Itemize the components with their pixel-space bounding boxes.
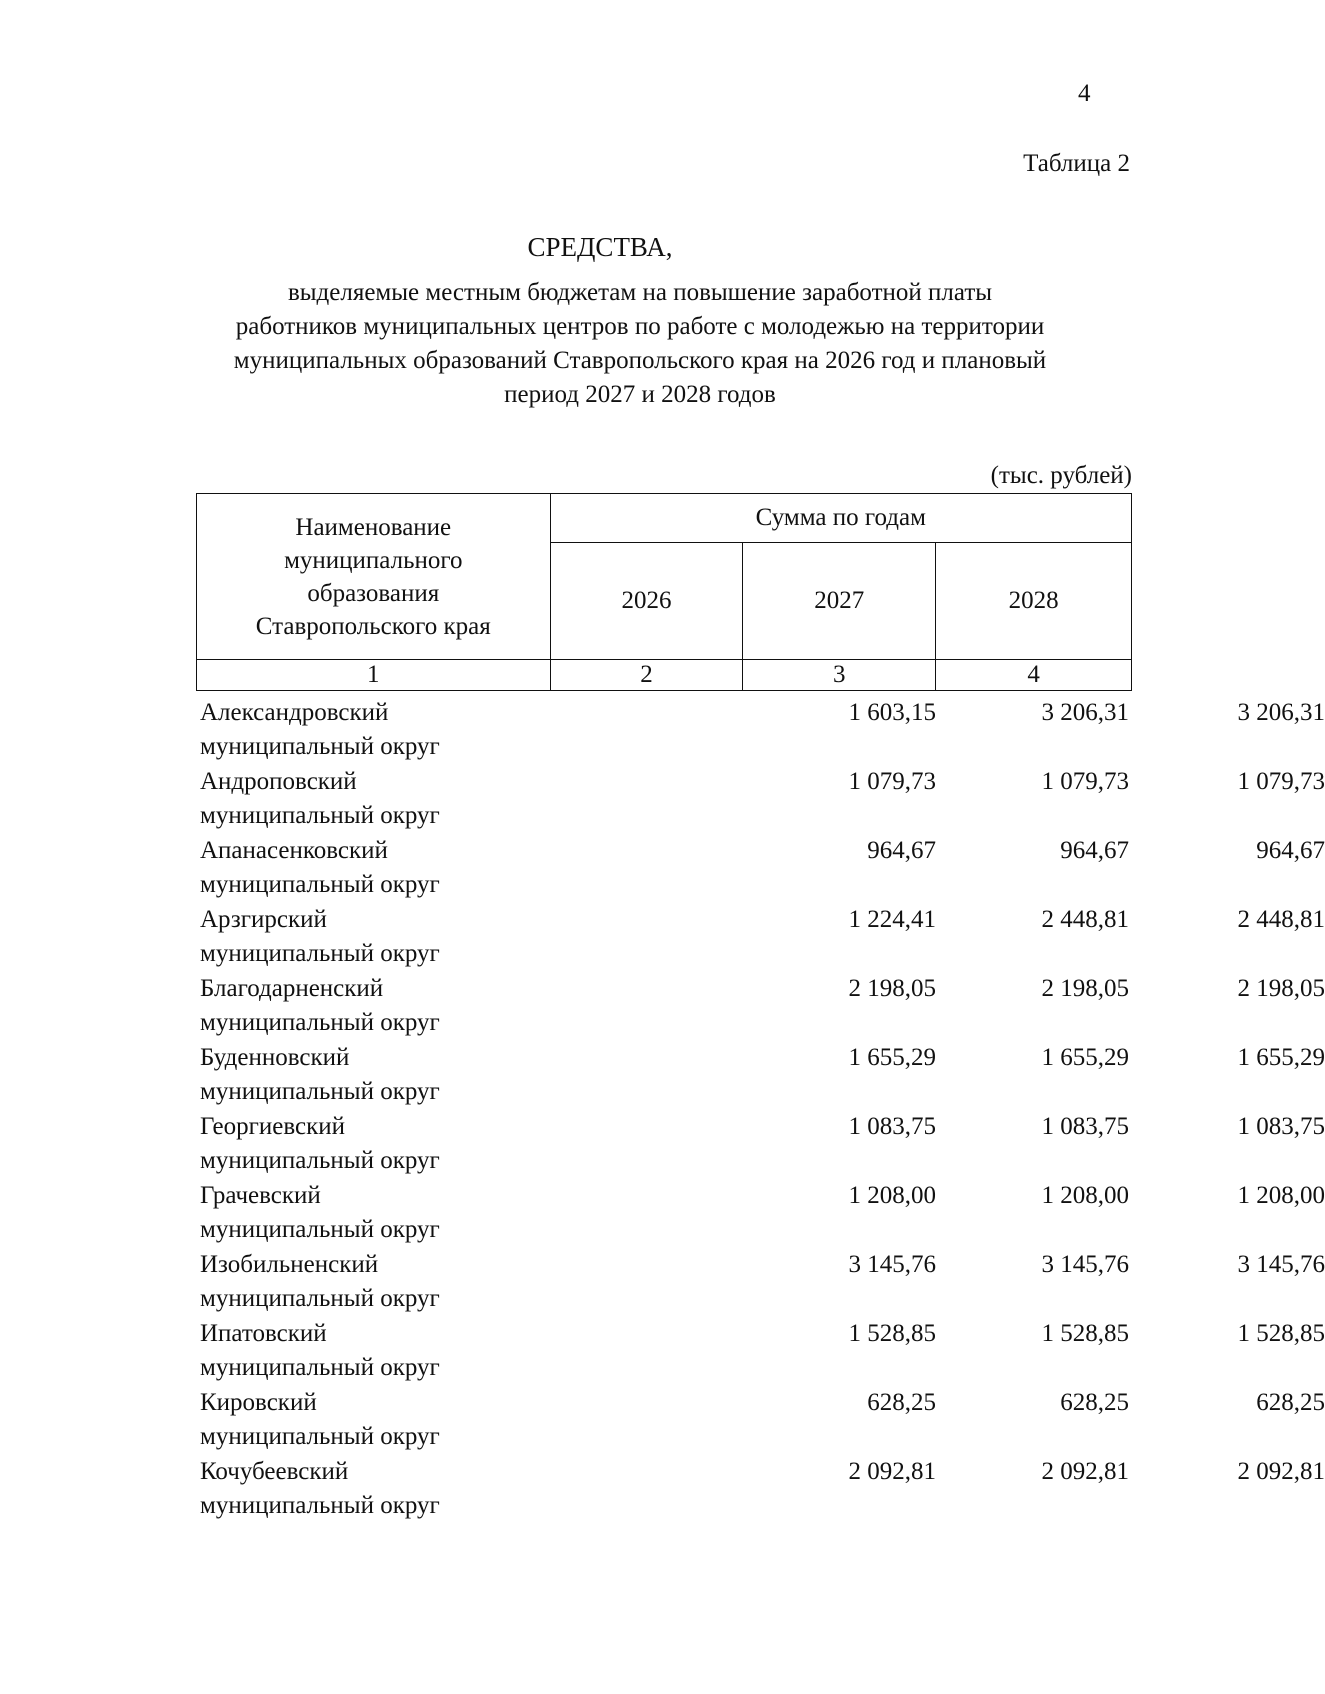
value-2028: 1 079,73 — [1237, 768, 1325, 795]
municipality-type-line: муниципальный округ — [200, 1009, 440, 1036]
municipality-name — [200, 1110, 550, 1178]
table-label: Таблица 2 — [1023, 150, 1130, 177]
municipality-name — [200, 765, 550, 833]
municipality-type-line: муниципальный округ — [200, 1354, 440, 1381]
municipality-name — [200, 834, 550, 902]
sum-by-years-header: Сумма по годам — [550, 494, 1131, 543]
municipality-type-line: муниципальный округ — [200, 871, 440, 898]
year-header-2026: 2026 — [550, 543, 743, 660]
column-number: 3 — [743, 660, 936, 691]
municipality-type-line: муниципальный округ — [200, 1492, 440, 1519]
table-row — [196, 903, 1325, 972]
municipality-name — [200, 696, 550, 764]
value-2026: 628,25 — [867, 1389, 936, 1416]
subtitle-line: период 2027 и 2028 годов — [504, 381, 776, 408]
table-header — [196, 493, 1132, 691]
municipality-name-line: Александровский — [200, 699, 389, 726]
value-2028: 1 655,29 — [1237, 1044, 1325, 1071]
document-title: СРЕДСТВА, — [527, 232, 673, 262]
municipality-name-line: Георгиевский — [200, 1113, 346, 1140]
value-2026: 1 208,00 — [848, 1182, 936, 1209]
name-header-line: муниципального — [284, 546, 463, 574]
municipality-name-line: Андроповский — [200, 768, 357, 795]
municipality-type-line: муниципальный округ — [200, 1285, 440, 1312]
page-number: 4 — [1078, 80, 1091, 107]
table-row — [196, 696, 1325, 765]
subtitle-line: выделяемые местным бюджетам на повышение заработной платы — [287, 279, 993, 306]
column-number: 2 — [550, 660, 743, 691]
column-number: 1 — [197, 660, 551, 691]
table-row — [196, 1041, 1325, 1110]
municipality-name-line: Изобильненский — [200, 1251, 379, 1278]
value-2026: 1 224,41 — [848, 906, 936, 933]
value-2028: 2 092,81 — [1237, 1458, 1325, 1485]
value-2028: 2 198,05 — [1237, 975, 1325, 1002]
value-2026: 1 603,15 — [848, 699, 936, 726]
municipality-name — [200, 972, 550, 1040]
subtitle-line: муниципальных образований Ставропольского края на 2026 год и плановый — [233, 347, 1047, 374]
table-row — [196, 765, 1325, 834]
year-header-2028: 2028 — [936, 543, 1132, 660]
value-2026: 3 145,76 — [848, 1251, 936, 1278]
name-column-header — [197, 494, 551, 660]
value-2026: 1 655,29 — [848, 1044, 936, 1071]
name-header-line: Наименование — [295, 513, 452, 541]
value-2028: 3 206,31 — [1237, 699, 1325, 726]
value-2028: 2 448,81 — [1237, 906, 1325, 933]
value-2028: 628,25 — [1256, 1389, 1325, 1416]
value-2027: 2 198,05 — [1041, 975, 1129, 1002]
value-2028: 1 528,85 — [1237, 1320, 1325, 1347]
value-2027: 628,25 — [1060, 1389, 1129, 1416]
municipality-name — [200, 1041, 550, 1109]
value-2026: 1 079,73 — [848, 768, 936, 795]
municipality-name — [200, 1455, 550, 1523]
table-row — [196, 1317, 1325, 1386]
municipality-type-line: муниципальный округ — [200, 940, 440, 967]
table-row — [196, 1455, 1325, 1524]
value-2026: 2 092,81 — [848, 1458, 936, 1485]
value-2027: 1 528,85 — [1041, 1320, 1129, 1347]
value-2027: 1 655,29 — [1041, 1044, 1129, 1071]
table-row — [196, 1248, 1325, 1317]
value-2026: 1 528,85 — [848, 1320, 936, 1347]
municipality-name-line: Благодарненский — [200, 975, 384, 1002]
table-row — [196, 1179, 1325, 1248]
municipality-name — [200, 903, 550, 971]
municipality-name-line: Ипатовский — [200, 1320, 327, 1347]
value-2026: 2 198,05 — [848, 975, 936, 1002]
value-2028: 964,67 — [1256, 837, 1325, 864]
municipality-name-line: Кочубеевский — [200, 1458, 349, 1485]
value-2028: 3 145,76 — [1237, 1251, 1325, 1278]
units-label: (тыс. рублей) — [990, 462, 1132, 489]
municipality-name-line: Кировский — [200, 1389, 317, 1416]
table-row — [196, 972, 1325, 1041]
document-subtitle — [150, 276, 1130, 412]
value-2027: 1 083,75 — [1041, 1113, 1129, 1140]
municipality-name — [200, 1386, 550, 1454]
year-header-2027: 2027 — [743, 543, 936, 660]
table-body — [196, 696, 1325, 1524]
municipality-name — [200, 1179, 550, 1247]
municipality-name-line: Грачевский — [200, 1182, 321, 1209]
subtitle-line: работников муниципальных центров по работе с молодежью на территории — [235, 313, 1045, 340]
municipality-name-line: Буденновский — [200, 1044, 350, 1071]
municipality-name — [200, 1317, 550, 1385]
value-2027: 1 208,00 — [1041, 1182, 1129, 1209]
municipality-name — [200, 1248, 550, 1316]
value-2027: 1 079,73 — [1041, 768, 1129, 795]
municipality-type-line: муниципальный округ — [200, 1078, 440, 1105]
table-row — [196, 1386, 1325, 1455]
municipality-name-line: Апанасенковский — [200, 837, 388, 864]
value-2028: 1 208,00 — [1237, 1182, 1325, 1209]
value-2027: 2 448,81 — [1041, 906, 1129, 933]
municipality-type-line: муниципальный округ — [200, 1423, 440, 1450]
value-2027: 964,67 — [1060, 837, 1129, 864]
value-2027: 2 092,81 — [1041, 1458, 1129, 1485]
municipality-name-line: Арзгирский — [200, 906, 327, 933]
municipality-type-line: муниципальный округ — [200, 1147, 440, 1174]
table-row — [196, 834, 1325, 903]
municipality-type-line: муниципальный округ — [200, 802, 440, 829]
name-header-line: образования — [307, 579, 440, 607]
name-header-line: Ставропольского края — [255, 612, 491, 640]
value-2026: 964,67 — [867, 837, 936, 864]
value-2027: 3 206,31 — [1041, 699, 1129, 726]
value-2027: 3 145,76 — [1041, 1251, 1129, 1278]
value-2026: 1 083,75 — [848, 1113, 936, 1140]
municipality-type-line: муниципальный округ — [200, 733, 440, 760]
column-number: 4 — [936, 660, 1132, 691]
municipality-type-line: муниципальный округ — [200, 1216, 440, 1243]
table-row — [196, 1110, 1325, 1179]
value-2028: 1 083,75 — [1237, 1113, 1325, 1140]
